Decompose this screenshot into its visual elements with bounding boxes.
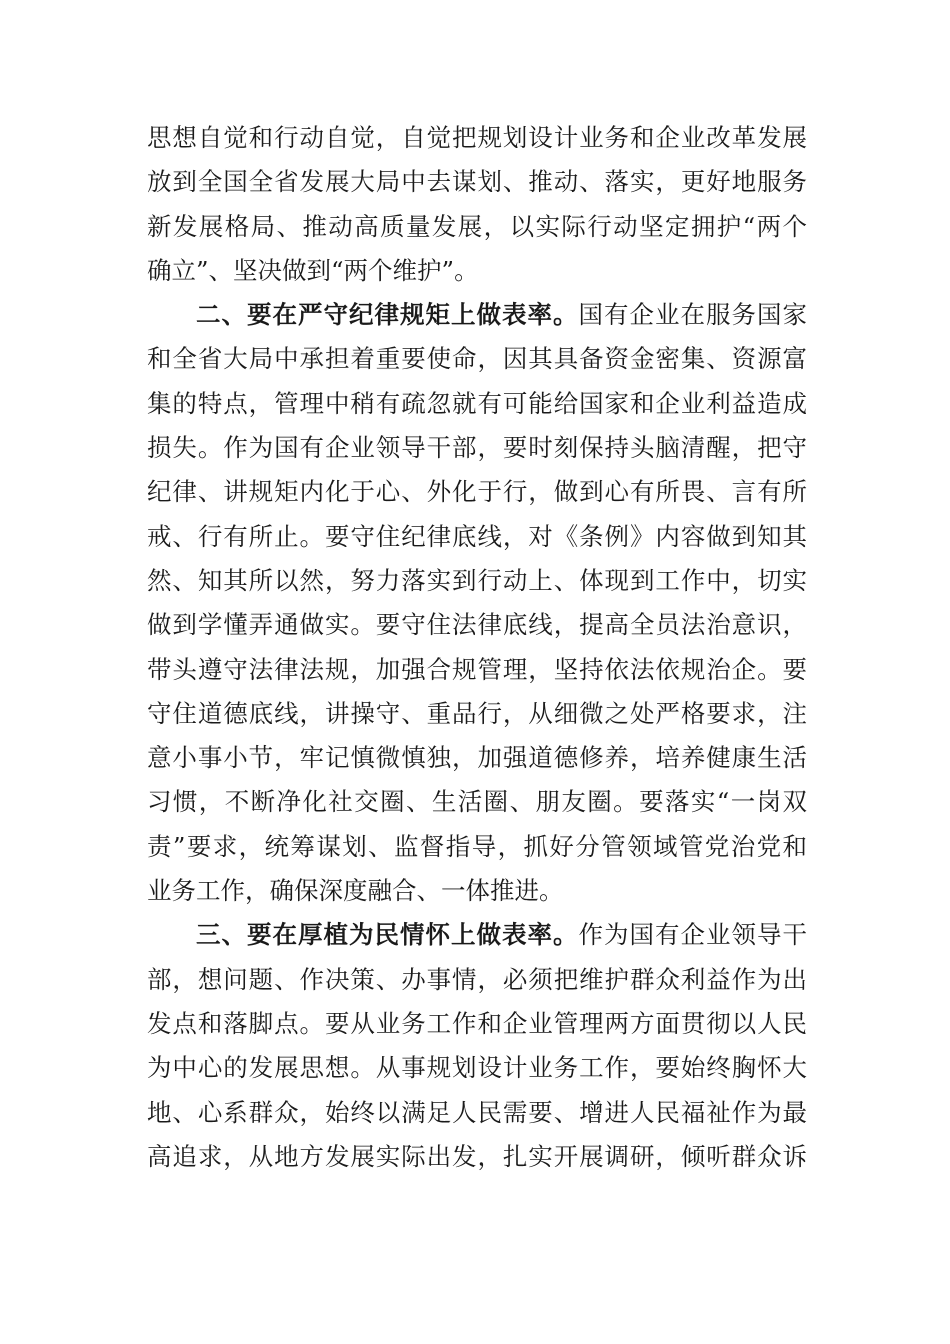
text-line: 思想自觉和行动自觉，自觉把规划设计业务和企业改革发展 [147,123,807,152]
text-run: 国有企业在服务国家 [578,300,807,330]
text-line: 高追求，从地方发展实际出发，扎实开展调研，倾听群众诉 [147,1141,807,1171]
paragraph-first-line [147,293,807,337]
text-line: 习惯，不断净化社交圈、生活圈、朋友圈。要落实“一岗双 [147,787,807,817]
text-line: 为中心的发展思想。从事规划设计业务工作，要始终胸怀大 [147,1053,807,1083]
text-line: 放到全国全省发展大局中去谋划、推动、落实，更好地服务 [147,167,807,197]
text-line: 和全省大局中承担着重要使命，因其具备资金密集、资源富 [147,344,807,374]
text-line: 地、心系群众，始终以满足人民需要、增进人民福祉作为最 [147,1097,807,1127]
text-line: 意小事小节，牢记慎微慎独，加强道德修养，培养健康生活 [147,743,807,773]
section-heading: 二、要在严守纪律规矩上做表率。 [196,300,579,330]
text-run: 作为国有企业领导干 [578,920,807,950]
text-line: 做到学懂弄通做实。要守住法律底线，提高全员法治意识， [147,610,807,640]
paragraph-1 [147,116,807,293]
document-body [147,116,807,1179]
text-line: 业务工作，确保深度融合、一体推进。 [147,876,564,906]
text-line: 责”要求，统筹谋划、监督指导，抓好分管领域管党治党和 [147,831,807,861]
text-line: 戒、行有所止。要守住纪律底线，对《条例》内容做到知其 [147,521,807,551]
text-line: 然、知其所以然，努力落实到行动上、体现到工作中，切实 [147,565,807,595]
text-line: 新发展格局、推动高质量发展，以实际行动坚定拥护“两个 [147,211,807,241]
text-line: 守住道德底线，讲操守、重品行，从细微之处严格要求，注 [147,698,807,728]
text-line: 集的特点，管理中稍有疏忽就有可能给国家和企业利益造成 [147,388,807,418]
text-line: 带头遵守法律法规，加强合规管理，坚持依法依规治企。要 [147,654,807,684]
text-line: 确立”、坚决做到“两个维护”。 [147,255,479,285]
text-line: 纪律、讲规矩内化于心、外化于行，做到心有所畏、言有所 [147,477,807,507]
section-heading: 三、要在厚植为民情怀上做表率。 [196,920,579,950]
text-line: 损失。作为国有企业领导干部，要时刻保持头脑清醒，把守 [147,433,807,463]
paragraph-first-line [147,913,807,957]
text-line: 部，想问题、作决策、办事情，必须把维护群众利益作为出 [147,964,807,994]
paragraph-3 [147,913,807,1179]
text-line: 发点和落脚点。要从业务工作和企业管理两方面贯彻以人民 [147,1008,807,1038]
paragraph-2 [147,293,807,913]
